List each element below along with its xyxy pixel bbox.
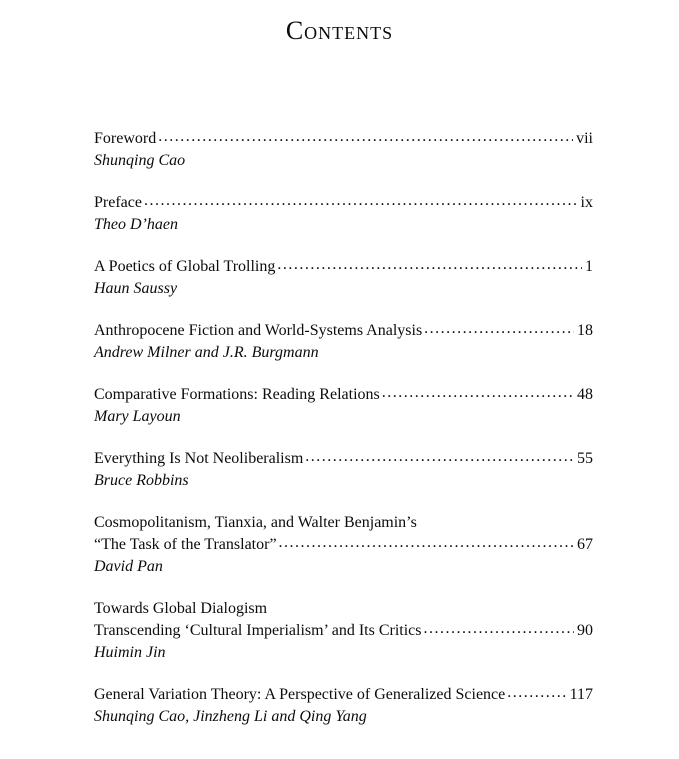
toc-entry-author: Haun Saussy <box>94 280 178 297</box>
toc-entry-author: Shunqing Cao <box>94 152 186 169</box>
toc-entry <box>94 320 593 364</box>
dot-leader <box>144 192 578 214</box>
dot-leader <box>158 128 573 150</box>
dot-leader <box>507 684 566 706</box>
dot-leader <box>424 320 574 342</box>
toc-entry-page: 55 <box>577 450 593 467</box>
toc-entry-line <box>94 256 593 278</box>
toc-entry-author: Theo D’haen <box>94 216 178 233</box>
toc-entry-title: A Poetics of Global Trolling <box>94 258 276 275</box>
toc-entry-title: General Variation Theory: A Perspective of Generalized Science <box>94 686 506 703</box>
toc-entry-line <box>94 620 593 642</box>
toc-entry-line <box>94 448 593 470</box>
toc-entry-author: Andrew Milner and J.R. Burgmann <box>94 344 319 361</box>
toc-entry-author: Mary Layoun <box>94 408 181 425</box>
toc-entry <box>94 448 593 492</box>
toc-entry-title: Preface <box>94 194 142 211</box>
dot-leader <box>424 620 575 642</box>
toc-entry-line <box>94 128 593 150</box>
toc-entry <box>94 192 593 236</box>
toc-entry-line <box>94 320 593 342</box>
toc-entry <box>94 128 593 172</box>
dot-leader <box>277 256 582 278</box>
toc-entry-line <box>94 512 593 534</box>
toc-entry-page: vii <box>576 130 593 147</box>
toc-entry-line <box>94 384 593 406</box>
toc-list <box>94 128 593 728</box>
toc-entry-page: 48 <box>577 386 593 403</box>
dot-leader <box>305 448 574 470</box>
toc-entry-title: Everything Is Not Neoliberalism <box>94 450 304 467</box>
toc-entry-line <box>94 192 593 214</box>
toc-entry-line <box>94 534 593 556</box>
toc-entry-author: Bruce Robbins <box>94 472 189 489</box>
toc-entry-author: Shunqing Cao, Jinzheng Li and Qing Yang <box>94 708 367 725</box>
toc-entry-title: Foreword <box>94 130 157 147</box>
toc-entry <box>94 684 593 728</box>
toc-entry-page: 18 <box>577 322 593 339</box>
toc-entry-author: David Pan <box>94 558 163 575</box>
toc-entry-line <box>94 598 593 620</box>
toc-entry-author: Huimin Jin <box>94 644 166 661</box>
toc-entry <box>94 512 593 578</box>
toc-entry-page: 67 <box>577 536 593 553</box>
toc-entry-title: Comparative Formations: Reading Relations <box>94 386 380 403</box>
toc-entry <box>94 598 593 664</box>
toc-entry-page: ix <box>580 194 593 211</box>
toc-entry-page: 1 <box>585 258 593 275</box>
toc-entry-title: Anthropocene Fiction and World-Systems Analysis <box>94 322 423 339</box>
toc-entry-title: “The Task of the Translator” <box>94 536 277 553</box>
toc-entry-title: Towards Global Dialogism <box>94 600 268 617</box>
toc-entry-page: 90 <box>577 622 593 639</box>
toc-entry <box>94 384 593 428</box>
toc-entry-page: 117 <box>569 686 593 703</box>
dot-leader <box>279 534 574 556</box>
dot-leader <box>382 384 574 406</box>
toc-entry-title: Transcending ‘Cultural Imperialism’ and Its Critics <box>94 622 422 639</box>
toc-entry-title: Cosmopolitanism, Tianxia, and Walter Benjamin’s <box>94 514 417 531</box>
page-title: Contents <box>285 16 394 45</box>
toc-entry-line <box>94 684 593 706</box>
toc-entry <box>94 256 593 300</box>
